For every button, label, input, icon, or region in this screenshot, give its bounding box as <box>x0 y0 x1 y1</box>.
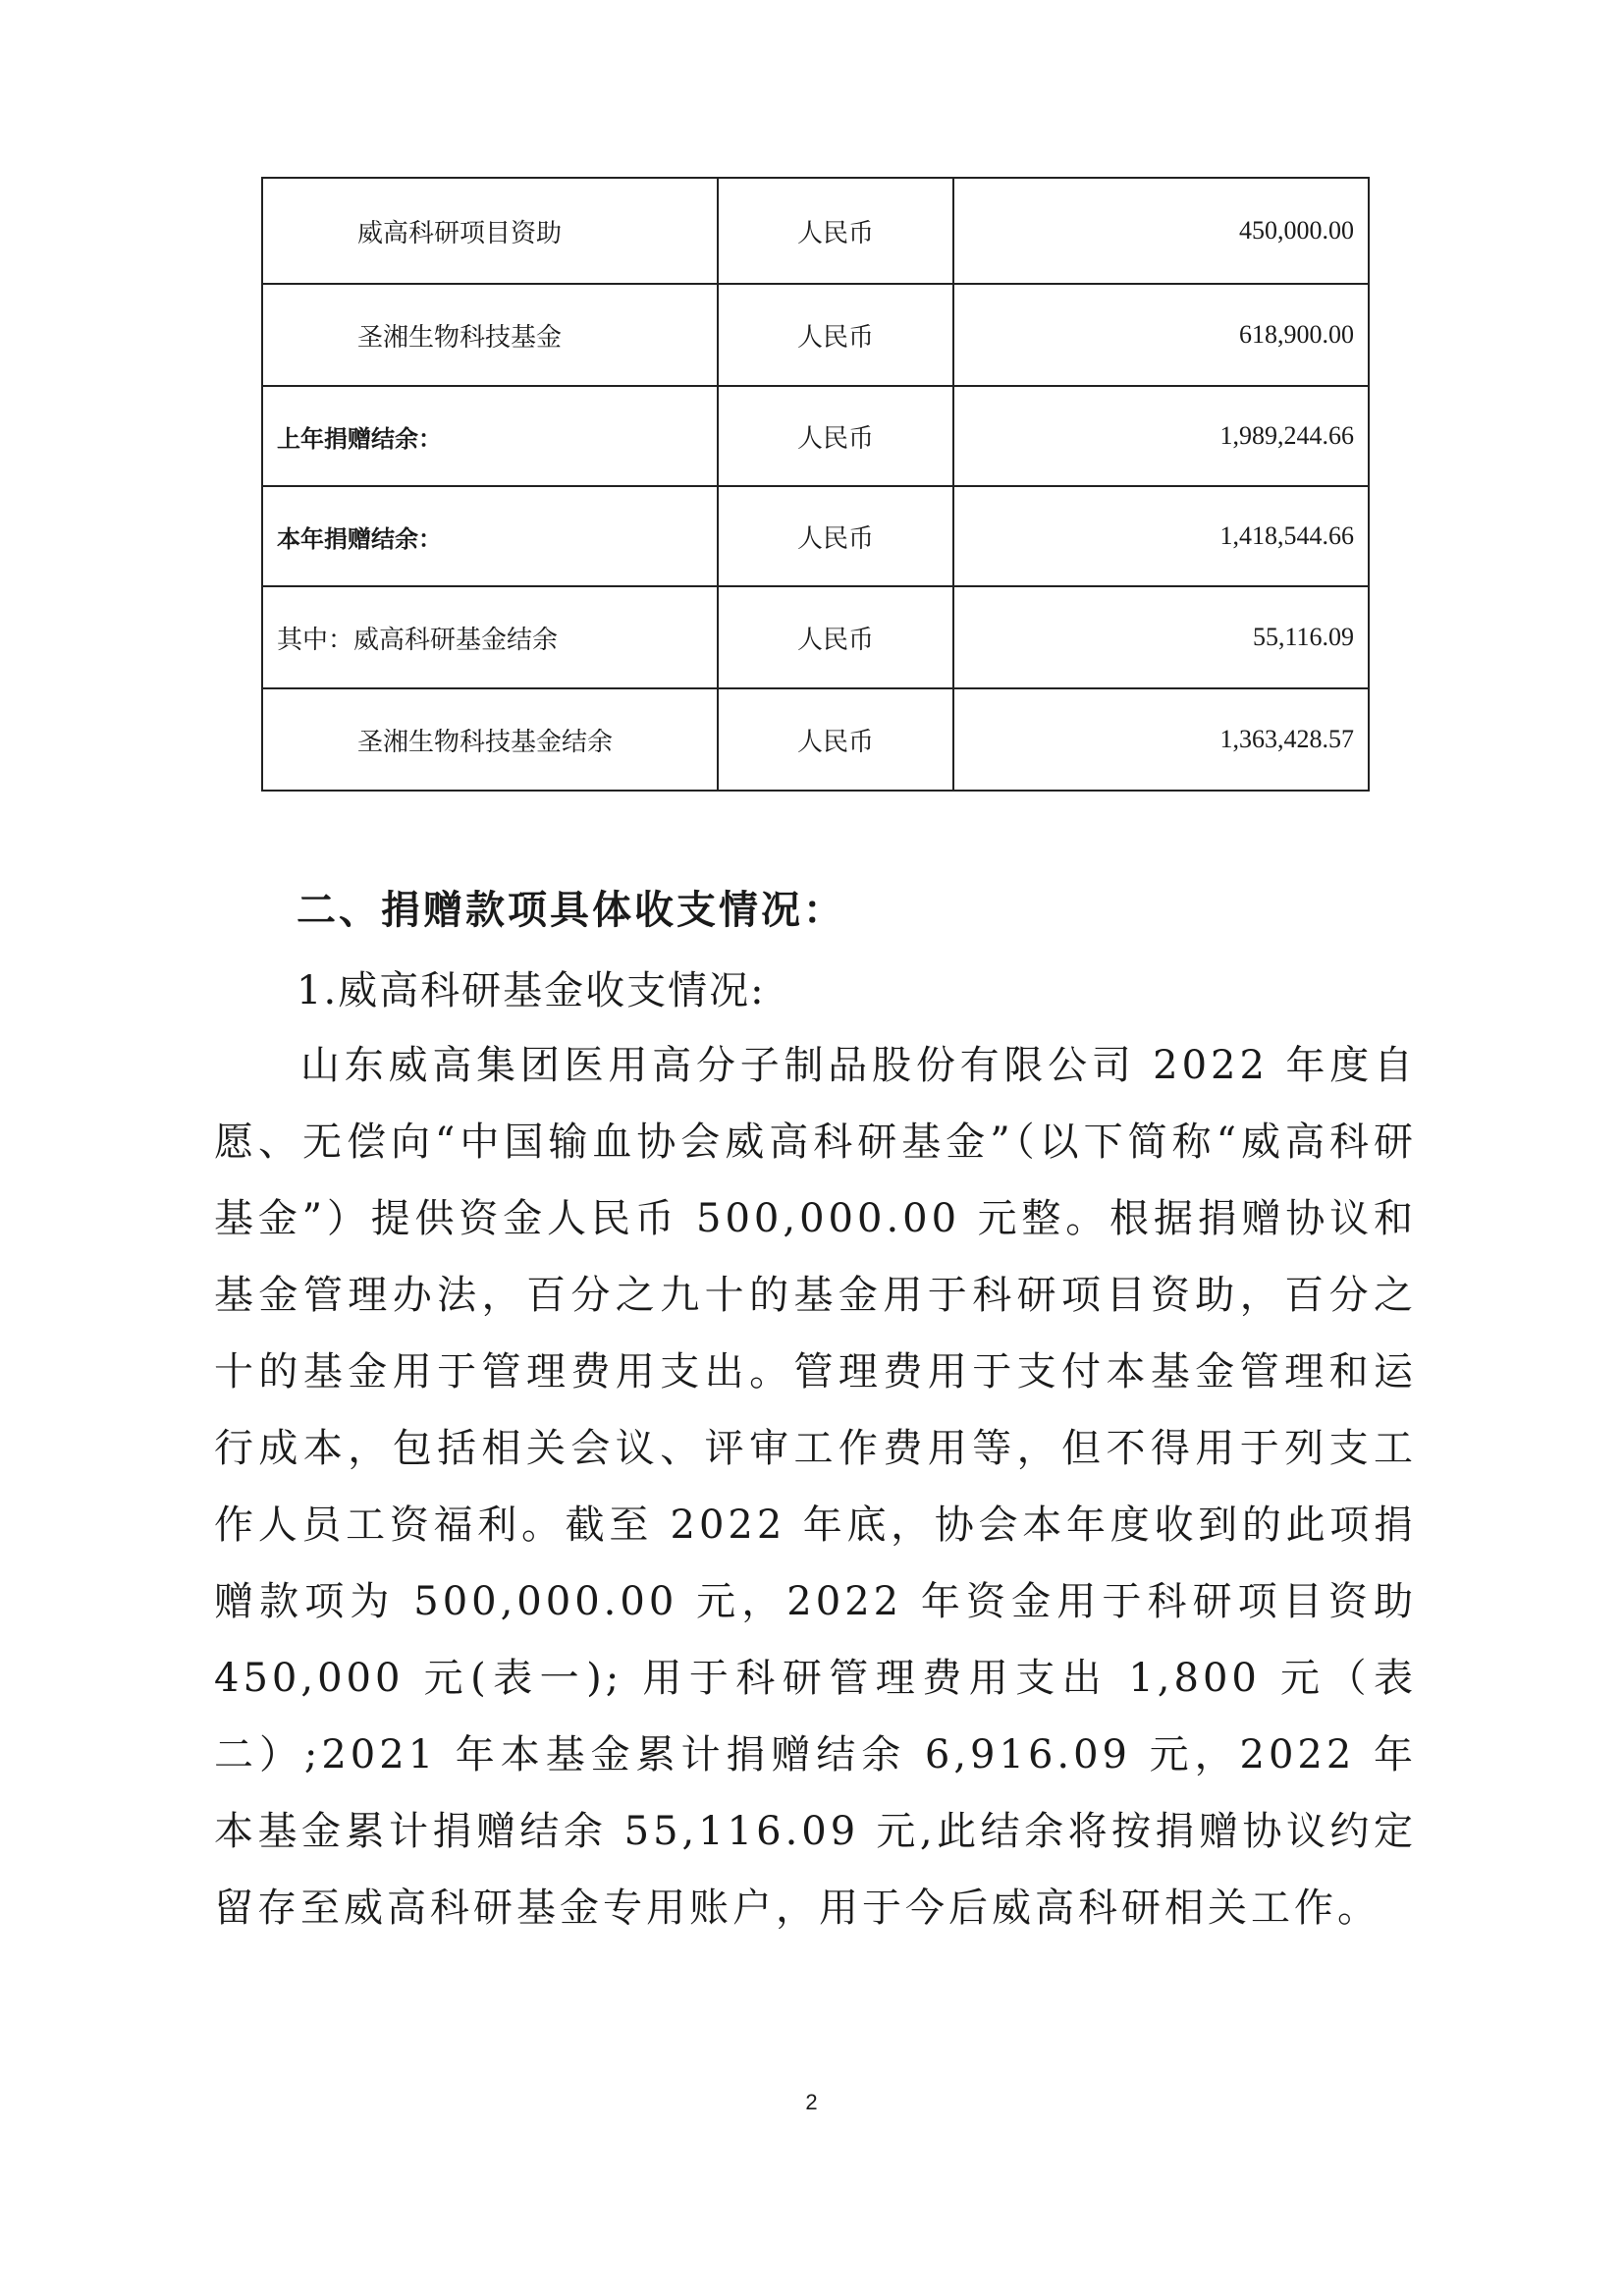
item-cell: 上年捐赠结余： <box>262 386 718 486</box>
currency-cell: 人民币 <box>718 688 953 791</box>
page-number: 2 <box>805 2090 818 2114</box>
table-row <box>262 586 1369 688</box>
sub-heading: 1.威高科研基金收支情况: <box>297 968 766 1013</box>
item-cell: 圣湘生物科技基金 <box>262 284 718 386</box>
table-row <box>262 386 1369 486</box>
table-row <box>262 284 1369 386</box>
currency-cell: 人民币 <box>718 284 953 386</box>
item-cell: 威高科研项目资助 <box>262 178 718 284</box>
table-row <box>262 688 1369 791</box>
table-row <box>262 178 1369 284</box>
amount-cell: 1,418,544.66 <box>953 486 1369 586</box>
currency-cell: 人民币 <box>718 586 953 688</box>
amount-cell: 1,363,428.57 <box>953 688 1369 791</box>
amount-cell: 1,989,244.66 <box>953 386 1369 486</box>
currency-cell: 人民币 <box>718 386 953 486</box>
currency-cell: 人民币 <box>718 486 953 586</box>
body-paragraph: 山东威高集团医用高分子制品股份有限公司 2022 年度自愿、无偿向“中国输血协会威高科研基金”（以下简称“威高科研基金”）提供资金人民币 500,000.00 元整。根据捐赠协议和基金管理办法，百分之九十的基金用于科研项目资助，百分之十的基金用于管理费用支出。管理费用于支付本基金管理和运行成本，包括相关会议、评审工作费用等，但不得用于列支工作人员工资福利。截至 2022 年底，协会本年度收到的此项捐赠款项为 500,000.00 元，2022 年资金用于科研项目资助 450,000 元(表一); 用于科研管理费用支出 1,800 元（表二）;2021 年本基金累计捐赠结余 6,916.09 元，2022 年本基金累计捐赠结余 55,116.09 元,此结余将按捐赠协议约定留存至威高科研基金专用账户，用于今后威高科研相关工作。 <box>214 1043 1417 1931</box>
table-row <box>262 486 1369 586</box>
item-cell: 圣湘生物科技基金结余 <box>262 688 718 791</box>
donation-summary-table <box>261 177 1370 792</box>
section-heading: 二、捐赠款项具体收支情况： <box>297 888 845 933</box>
item-cell: 其中：威高科研基金结余 <box>262 586 718 688</box>
amount-cell: 55,116.09 <box>953 586 1369 688</box>
item-cell: 本年捐赠结余： <box>262 486 718 586</box>
amount-cell: 618,900.00 <box>953 284 1369 386</box>
amount-cell: 450,000.00 <box>953 178 1369 284</box>
currency-cell: 人民币 <box>718 178 953 284</box>
